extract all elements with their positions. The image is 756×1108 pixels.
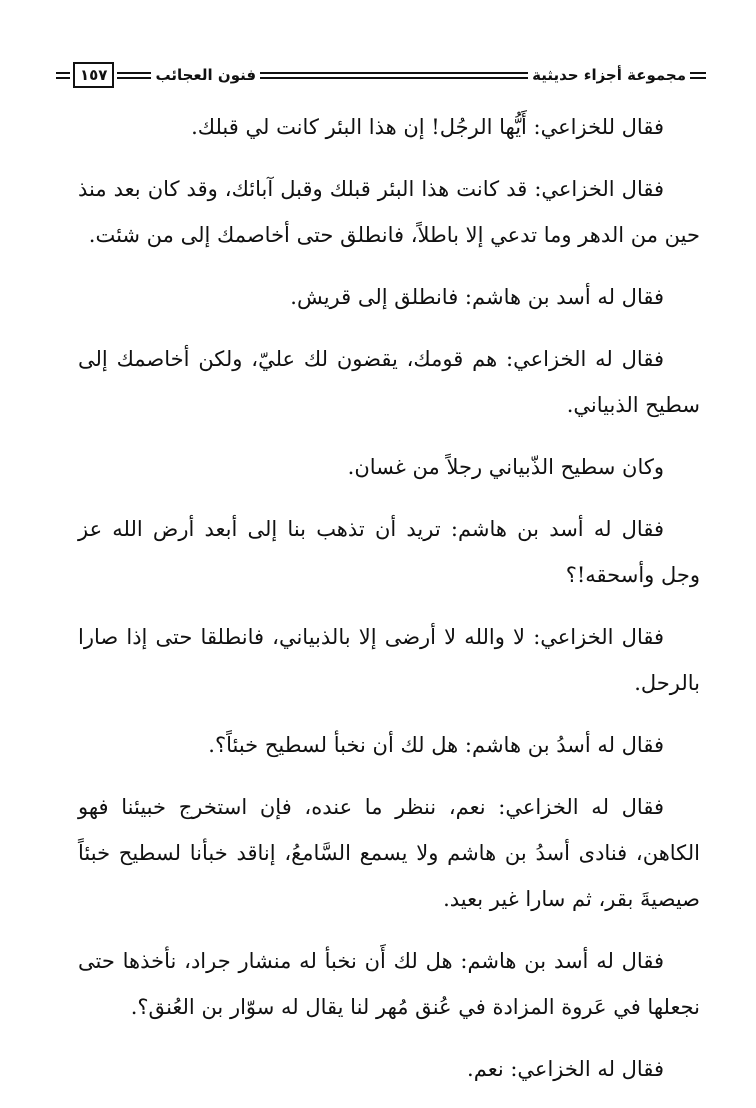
paragraph: فقال له الخزاعي: نعم، ننظر ما عنده، فإن استخرج خبيئنا فهو الكاهن، فنادى أسدُ بن هاشم ولا يسمع السَّامعُ، إناقد خبأنا لسطيح خبئاً صيصيةَ بقر، ثم سارا غير بعيد. [78,795,700,911]
paragraph: فقال له الخزاعي: هم قومك، يقضون لك عليّ، ولكن أخاصمك إلى سطيح الذبياني. [78,347,700,417]
paragraph: وكان سطيح الذّبياني رجلاً من غسان. [347,455,664,479]
book-title: مجموعة أجزاء حديثية [532,66,686,84]
page-body-text [78,104,700,1108]
paragraph: فقال له أسد بن هاشم: تريد أن تذهب بنا إلى أبعد أرض الله عز وجل وأسحقه!؟ [78,517,700,587]
paragraph: فقال له أسدُ بن هاشم: هل لك أن نخبأ لسطيح خبئاً؟. [208,733,664,757]
paragraph: فقال الخزاعي: قد كانت هذا البئر قبلك وقبل آبائك، وقد كان بعد منذ حين من الدهر وما تدعي إلا باطلاً، فانطلق حتى أخاصمك إلى من شئت. [78,177,700,247]
page-number: ١٥٧ [73,62,114,88]
header-rule-end [56,68,70,82]
header-rule-right [690,68,706,82]
paragraph: فقال له أسد بن هاشم: هل لك أَن نخبأ له منشار جراد، نأخذها حتى نجعلها في عَروة المزادة في عُنق مُهر لنا يقال له سوّار بن العُنق؟. [78,949,700,1019]
running-header [56,58,706,92]
header-rule-left [117,68,151,82]
section-title: فنون العجائب [155,66,257,84]
header-rule-middle [260,68,528,82]
paragraph: فقال له أسد بن هاشم: فانطلق إلى قريش. [290,285,664,309]
paragraph: فقال للخزاعي: أَيُّها الرجُل! إن هذا البئر كانت لي قبلك. [191,115,664,139]
paragraph: فقال الخزاعي: لا والله لا أرضى إلا بالذبياني، فانطلقا حتى إذا صارا بالرحل. [78,625,700,695]
paragraph: فقال له الخزاعي: نعم. [467,1057,664,1081]
